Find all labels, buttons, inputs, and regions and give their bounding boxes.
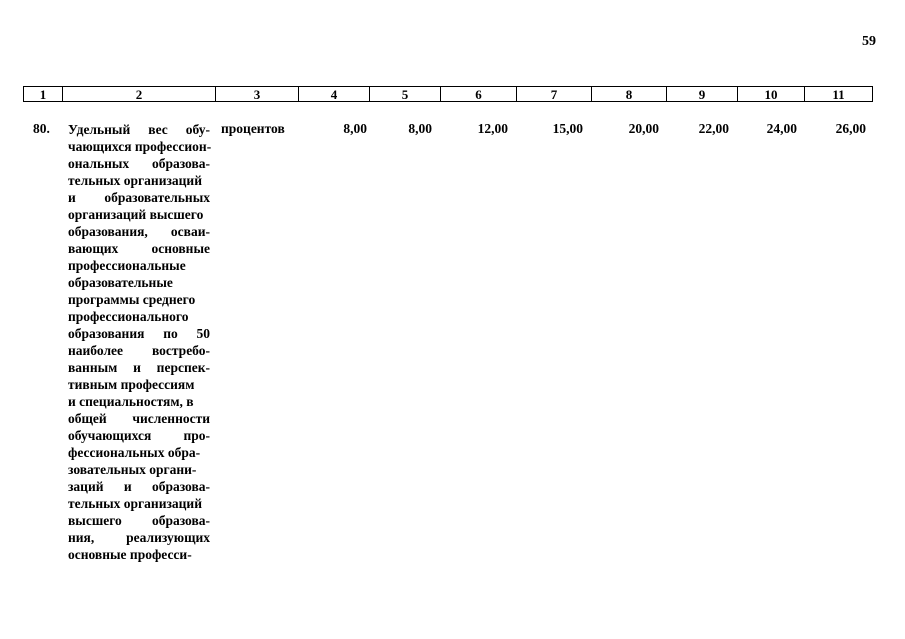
description-line: профессионального bbox=[68, 309, 189, 324]
value-col-5: 8,00 bbox=[408, 121, 432, 136]
description-line: обучающихся про- bbox=[68, 428, 210, 443]
value-col-10: 24,00 bbox=[766, 121, 797, 136]
description-line: основные професси- bbox=[68, 547, 192, 562]
header-cell: 6 bbox=[441, 87, 517, 102]
value-col-11: 26,00 bbox=[835, 121, 866, 136]
description-line: ния, реализующих bbox=[68, 530, 210, 545]
description-line: заций и образова- bbox=[68, 479, 210, 494]
description-line: ональных образова- bbox=[68, 156, 210, 171]
header-cell: 3 bbox=[216, 87, 299, 102]
header-cell: 8 bbox=[592, 87, 667, 102]
value-col-7: 15,00 bbox=[552, 121, 583, 136]
description-line: ванным и перспек- bbox=[68, 360, 210, 375]
description-line: и специальностям, в bbox=[68, 394, 194, 409]
indicator-description bbox=[68, 121, 210, 563]
header-cell: 9 bbox=[667, 87, 738, 102]
description-line: фессиональных обра- bbox=[68, 445, 201, 460]
column-number-header bbox=[23, 86, 873, 102]
header-row bbox=[24, 87, 873, 102]
header-cell: 4 bbox=[299, 87, 370, 102]
description-line: тивным профессиям bbox=[68, 377, 195, 392]
description-line: программы среднего bbox=[68, 292, 196, 307]
page-number: 59 bbox=[862, 34, 876, 49]
description-line: вающих основные bbox=[68, 241, 210, 256]
description-line: общей численности bbox=[68, 411, 210, 426]
header-cell: 10 bbox=[738, 87, 805, 102]
description-line: образования, осваи- bbox=[68, 224, 210, 239]
description-line: организаций высшего bbox=[68, 207, 204, 222]
description-line: зовательных органи- bbox=[68, 462, 197, 477]
description-line: образования по 50 bbox=[68, 326, 210, 341]
header-cell: 5 bbox=[370, 87, 441, 102]
description-line: чающихся профессион- bbox=[68, 139, 212, 154]
value-col-9: 22,00 bbox=[698, 121, 729, 136]
unit-of-measure: процентов bbox=[221, 121, 285, 136]
value-col-6: 12,00 bbox=[477, 121, 508, 136]
value-col-8: 20,00 bbox=[628, 121, 659, 136]
value-col-4: 8,00 bbox=[343, 121, 367, 136]
description-line: тельных организаций bbox=[68, 496, 202, 511]
header-cell: 11 bbox=[805, 87, 873, 102]
header-cell: 7 bbox=[517, 87, 592, 102]
row-number: 80. bbox=[33, 121, 50, 136]
description-line: образовательные bbox=[68, 275, 173, 290]
description-line: профессиональные bbox=[68, 258, 186, 273]
header-cell: 2 bbox=[63, 87, 216, 102]
description-line: тельных организаций bbox=[68, 173, 202, 188]
description-line: и образовательных bbox=[68, 190, 210, 205]
description-line: высшего образова- bbox=[68, 513, 210, 528]
header-cell: 1 bbox=[24, 87, 63, 102]
description-line: Удельный вес обу- bbox=[68, 122, 210, 137]
description-line: наиболее востребо- bbox=[68, 343, 210, 358]
